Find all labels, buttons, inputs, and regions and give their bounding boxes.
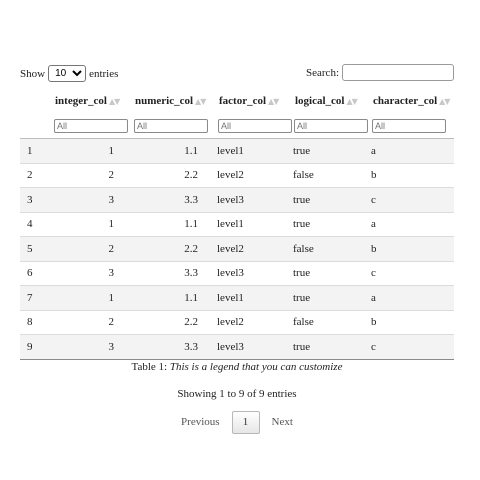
row-index-cell: 5 xyxy=(20,237,46,262)
table-cell: level1 xyxy=(210,139,286,164)
table-cell: 3 xyxy=(46,188,126,213)
sort-icon: ▲▼ xyxy=(108,97,120,106)
table-cell: true xyxy=(286,286,364,311)
column-header-character-col[interactable]: character_col ▲▼ xyxy=(373,95,450,107)
table-cell: false xyxy=(286,163,364,188)
filter-input-character-col[interactable] xyxy=(372,119,446,133)
table-cell: b xyxy=(364,310,454,335)
table-cell: 1 xyxy=(46,212,126,237)
table-cell: true xyxy=(286,139,364,164)
search-input[interactable] xyxy=(342,64,454,81)
table-cell: c xyxy=(364,188,454,213)
table-cell: 3.3 xyxy=(126,188,210,213)
table-cell: a xyxy=(364,139,454,164)
row-index-cell: 6 xyxy=(20,261,46,286)
sort-icon: ▲▼ xyxy=(195,97,206,106)
column-header-integer-col[interactable]: integer_col ▲▼ xyxy=(55,95,120,107)
table-row xyxy=(20,139,454,164)
table-cell: 3 xyxy=(46,261,126,286)
table-cell: level1 xyxy=(210,212,286,237)
table-cell: 1.1 xyxy=(126,212,210,237)
table-cell: level1 xyxy=(210,286,286,311)
table-cell: level3 xyxy=(210,335,286,360)
filter-input-factor-col[interactable] xyxy=(218,119,292,133)
table-cell: level3 xyxy=(210,188,286,213)
column-header-numeric-col[interactable]: numeric_col ▲▼ xyxy=(135,95,206,107)
page-button-current[interactable]: 1 xyxy=(232,411,260,434)
table-cell: b xyxy=(364,163,454,188)
table-cell: level2 xyxy=(210,310,286,335)
next-button[interactable]: Next xyxy=(271,416,293,428)
row-index-cell: 2 xyxy=(20,163,46,188)
table-cell: true xyxy=(286,261,364,286)
table-row xyxy=(20,310,454,335)
table-cell: 2.2 xyxy=(126,310,210,335)
table-cell: level2 xyxy=(210,237,286,262)
table-row xyxy=(20,163,454,188)
page-length-select[interactable] xyxy=(48,65,86,82)
table-cell: 2 xyxy=(46,237,126,262)
table-cell: false xyxy=(286,310,364,335)
row-index-cell: 9 xyxy=(20,335,46,360)
table-caption xyxy=(20,361,454,375)
caption-text: This is a legend that you can customize xyxy=(169,360,343,373)
show-label: Show xyxy=(20,67,46,80)
table-cell: true xyxy=(286,188,364,213)
table-cell: 2.2 xyxy=(126,237,210,262)
table-cell: b xyxy=(364,237,454,262)
table-cell: true xyxy=(286,335,364,360)
table-controls xyxy=(20,63,454,83)
table-cell: 1 xyxy=(46,139,126,164)
table-cell: 2 xyxy=(46,163,126,188)
filter-row xyxy=(20,114,454,139)
row-index-cell: 7 xyxy=(20,286,46,311)
row-index-cell: 1 xyxy=(20,139,46,164)
filter-input-numeric-col[interactable] xyxy=(134,119,208,133)
table-row xyxy=(20,261,454,286)
table-cell: true xyxy=(286,212,364,237)
column-header-factor-col[interactable]: factor_col ▲▼ xyxy=(219,95,279,107)
table-cell: 2.2 xyxy=(126,163,210,188)
sort-icon: ▲▼ xyxy=(439,97,450,106)
table-cell: 1.1 xyxy=(126,286,210,311)
page-length-control xyxy=(20,65,118,82)
row-index-cell: 8 xyxy=(20,310,46,335)
sort-icon: ▲▼ xyxy=(346,97,357,106)
table-row xyxy=(20,212,454,237)
index-header xyxy=(20,88,46,114)
previous-button[interactable]: Previous xyxy=(181,416,220,428)
table-cell: c xyxy=(364,335,454,360)
caption-prefix: Table 1: xyxy=(131,360,170,373)
pagination xyxy=(20,411,454,434)
entries-label: entries xyxy=(89,67,119,80)
filter-input-integer-col[interactable] xyxy=(54,119,128,133)
table-cell: false xyxy=(286,237,364,262)
table-cell: 1.1 xyxy=(126,139,210,164)
table-row xyxy=(20,237,454,262)
index-filter-cell xyxy=(20,114,46,139)
column-header-logical-col[interactable]: logical_col ▲▼ xyxy=(295,95,357,107)
table-cell: 3.3 xyxy=(126,261,210,286)
table-cell: 3.3 xyxy=(126,335,210,360)
table-row xyxy=(20,335,454,360)
table-row xyxy=(20,188,454,213)
sort-icon: ▲▼ xyxy=(268,97,279,106)
data-table xyxy=(20,88,454,360)
datatable-wrapper xyxy=(20,63,454,434)
table-cell: a xyxy=(364,286,454,311)
table-cell: 2 xyxy=(46,310,126,335)
header-row xyxy=(20,88,454,114)
search-control xyxy=(306,64,454,81)
table-cell: level2 xyxy=(210,163,286,188)
filter-input-logical-col[interactable] xyxy=(294,119,368,133)
search-label: Search: xyxy=(306,66,339,79)
table-cell: level3 xyxy=(210,261,286,286)
table-cell: 1 xyxy=(46,286,126,311)
row-index-cell: 3 xyxy=(20,188,46,213)
table-info: Showing 1 to 9 of 9 entries xyxy=(177,387,297,400)
table-cell: 3 xyxy=(46,335,126,360)
table-cell: a xyxy=(364,212,454,237)
table-body xyxy=(20,139,454,360)
table-cell: c xyxy=(364,261,454,286)
row-index-cell: 4 xyxy=(20,212,46,237)
table-row xyxy=(20,286,454,311)
